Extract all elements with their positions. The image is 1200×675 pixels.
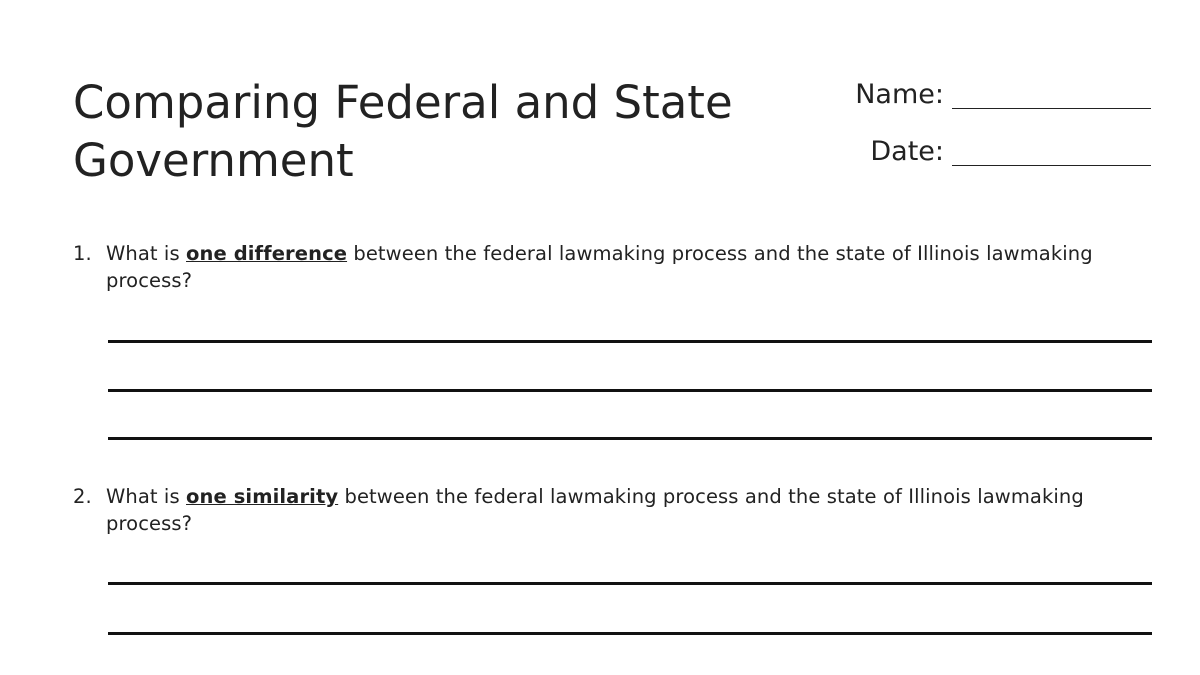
question-2 [73, 483, 1133, 537]
name-field-row [855, 78, 1151, 112]
answer-line-q1-2[interactable] [108, 389, 1152, 392]
question-emphasis: one similarity [186, 485, 339, 508]
question-prefix: What is [106, 242, 187, 265]
question-text [106, 240, 1133, 294]
question-prefix: What is [106, 485, 187, 508]
question-1 [73, 240, 1133, 294]
answer-line-q2-1[interactable] [108, 582, 1152, 585]
question-suffix: between the federal lawmaking process and the state of Illinois lawmaking process? [106, 485, 1084, 535]
worksheet-title: Comparing Federal and State Government [73, 76, 733, 187]
question-text [106, 483, 1133, 537]
answer-line-q1-1[interactable] [108, 340, 1152, 343]
question-number: 2. [73, 485, 92, 508]
date-blank-line[interactable] [952, 165, 1151, 166]
question-number: 1. [73, 242, 92, 265]
name-label: Name: [855, 79, 944, 110]
question-suffix: between the federal lawmaking process and the state of Illinois lawmaking process? [106, 242, 1093, 292]
name-blank-line[interactable] [952, 108, 1151, 109]
question-emphasis: one difference [186, 242, 348, 265]
answer-line-q2-2[interactable] [108, 632, 1152, 635]
answer-line-q1-3[interactable] [108, 437, 1152, 440]
date-label: Date: [870, 136, 944, 167]
date-field-row [870, 135, 1151, 169]
